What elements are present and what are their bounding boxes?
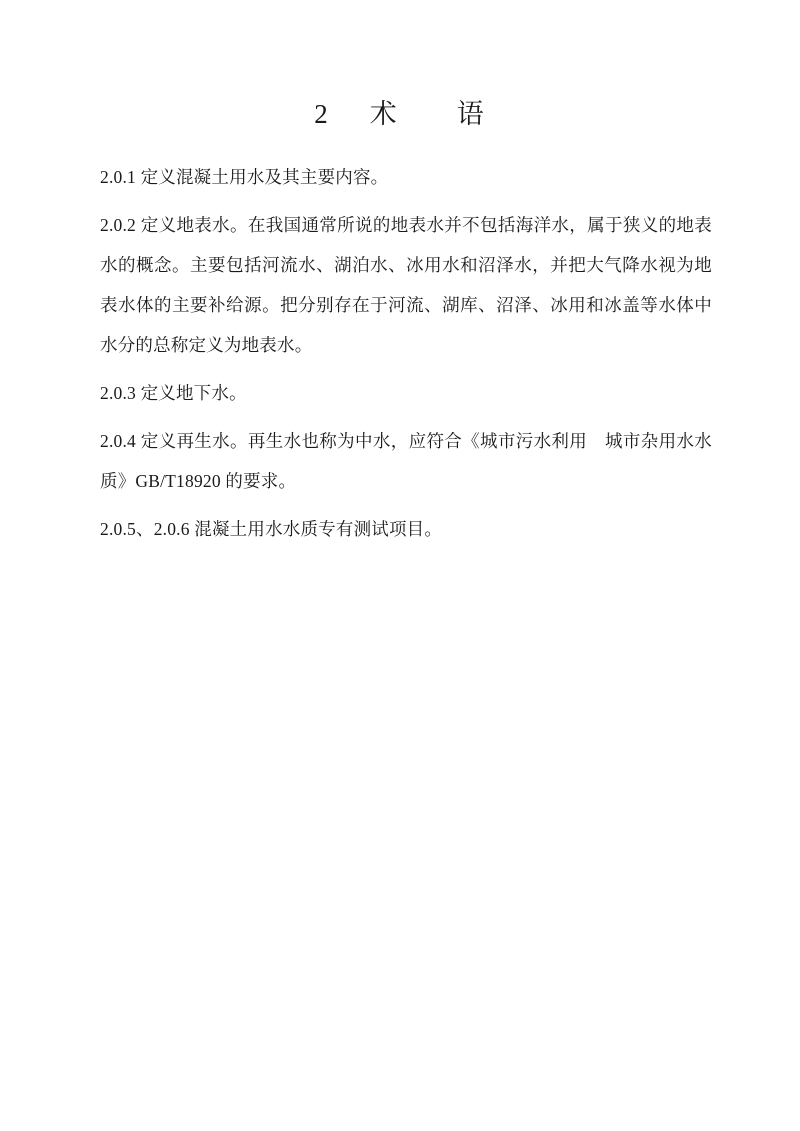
paragraph-2-0-2: 2.0.2 定义地表水。在我国通常所说的地表水并不包括海洋水，属于狭义的地表水的概念。主要包括河流水、湖泊水、冰用水和沼泽水，并把大气降水视为地表水体的主要补给源。把分别存在于河流、湖库、沼泽、冰用和冰盖等水体中水分的总称定义为地表水。 (100, 215, 712, 355)
page-title-number: 2 (314, 99, 330, 129)
paragraph-2-0-3: 2.0.3 定义地下水。 (100, 383, 247, 403)
page-title-text: 术 语 (369, 99, 486, 129)
paragraph-2-0-5-6: 2.0.5、2.0.6 混凝土用水水质专有测试项目。 (100, 519, 443, 539)
paragraph-2-0-4: 2.0.4 定义再生水。再生水也称为中水，应符合《城市污水利用 城市杂用水水质》GB/T18920 的要求。 (100, 431, 712, 491)
document-body (0, 131, 800, 549)
paragraph-2-0-1: 2.0.1 定义混凝土用水及其主要内容。 (100, 167, 389, 187)
page-title (0, 0, 800, 131)
